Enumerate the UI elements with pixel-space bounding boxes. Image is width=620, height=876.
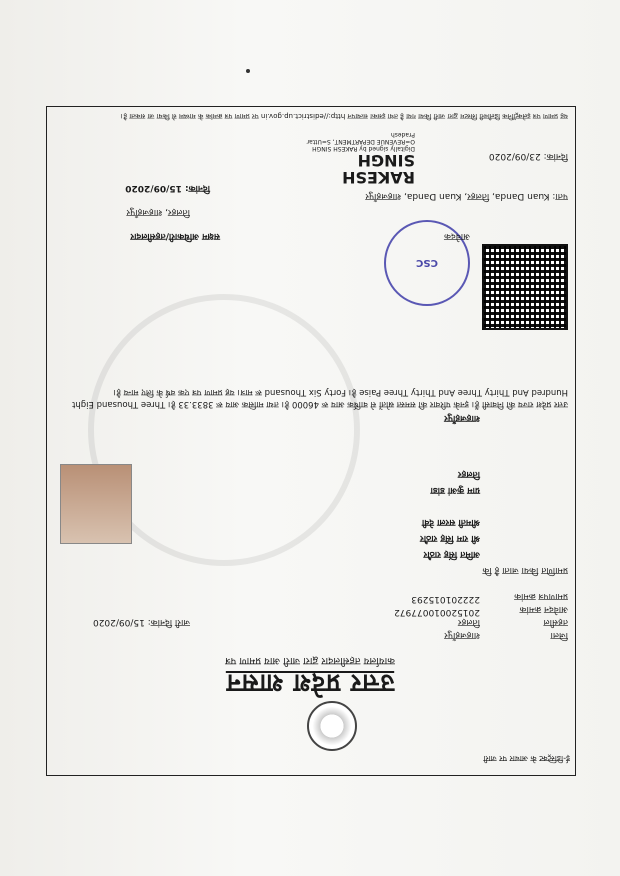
applicant-photo (60, 464, 132, 544)
digital-signature (295, 131, 415, 186)
signature-details: Digitally signed by RAKESH SINGH O=REVENUE DEPARTMENT, S=Uttar Pradesh (306, 131, 415, 152)
application-number-value: 201520010077972 (394, 607, 480, 617)
district-value: शाहजहाँपुर (444, 630, 480, 640)
signer-name-line-2: SINGH (357, 151, 415, 170)
officer-title: सक्षम अधिकारी/तहसीलदार (130, 231, 220, 241)
father-name: श्री राम सिंह राठौर (420, 533, 480, 543)
income-paragraph: उत्तर प्रदेश राज्य की निवासी हैं। इनके परिवार की समस्त स्रोतों से वार्षिक आय रू 46000 है। तथा मासिक आय रू 3833.33 है। Three Thousand Eight Hundred And Thirty Three And Thirty Three Paise है। Forty Six Thousand रू मात्र। यह प्रमाण पत्र एक वर्ष के लिए मान्य है। (72, 387, 568, 409)
certificate-number-label: प्रमाणपत्र क्रमांक (514, 591, 568, 601)
applicant-name: अमित सिंह राठौर (423, 549, 480, 559)
signer-name-line-1: RAKESH (342, 168, 415, 187)
officer-date: दिनांक: 15/09/2020 (125, 183, 210, 193)
top-note: ई-डिस्ट्रिक्ट के आधार पर जारी (483, 754, 570, 763)
scan-speck (246, 69, 250, 73)
footer-note: यह प्रमाण पत्र इलेक्ट्रॉनिक डिलीवरी सिस्टम द्वारा जारी किया गया है तथा इसका सत्यापन http://edistrict.up.gov.in पर प्रमाण पत्र क्रमांक के माध्यम से किया जा सकता है। (120, 112, 568, 120)
applicant-signature-label: आवेदक (444, 231, 470, 241)
tehsil-value-2: तिलहर (457, 469, 480, 479)
state-emblem-icon (307, 701, 357, 751)
district-value-2: शाहजहाँपुर (444, 413, 480, 423)
csc-stamp: CSC (384, 220, 470, 306)
mother-name: श्रीमती सरला देवी (421, 517, 480, 527)
qr-code (482, 244, 568, 330)
tehsil-value: तिलहर (457, 617, 480, 627)
certificate-title: उत्तर प्रदेश शासन (225, 669, 395, 698)
verification-text: प्रमाणित किया जाता है कि (482, 565, 568, 575)
tehsil-label: तहसील (543, 617, 568, 627)
certificate-subtitle: कार्यालय तहसीलदार द्वारा जारी आय प्रमाण पत्र (225, 655, 395, 666)
certificate-number-value: 222201015293 (411, 594, 480, 604)
application-number-label: आवेदन क्रमांक (519, 604, 568, 614)
left-date: दिनांक: 23/09/2020 (488, 151, 568, 161)
village-value: ग्राम कुआं डांडा (430, 485, 480, 495)
address-line: पता: Kuan Danda, तिलहर, Kuan Danda, शाहजहाँपुर (365, 191, 568, 201)
issue-date: जारी दिनांक: 15/09/2020 (93, 617, 190, 627)
district-label: जिला (550, 630, 568, 640)
officer-place: तिलहर, शाहजहाँपुर (126, 207, 190, 217)
